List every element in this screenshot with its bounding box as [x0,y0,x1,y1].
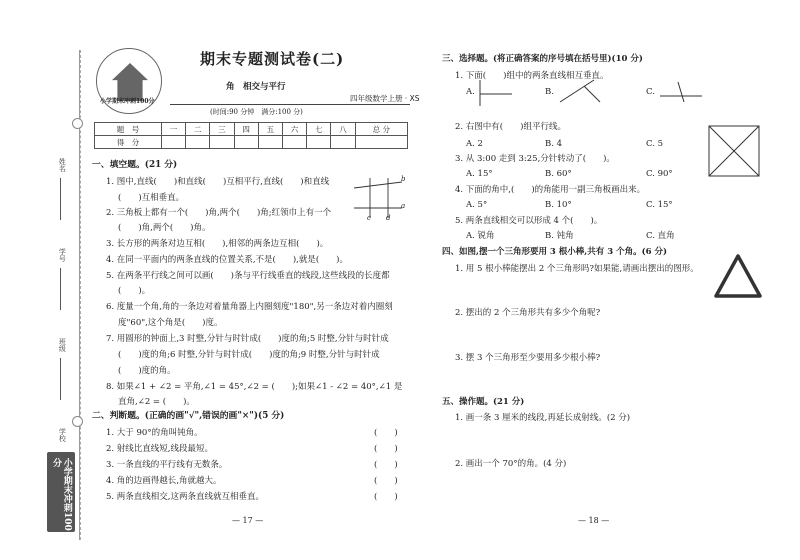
score-cell: 题 号 [95,123,162,136]
name-label: 姓名 [58,158,67,172]
score-cell: 得 分 [95,136,162,149]
page-number-left: — 17 — [232,516,264,525]
s1-q7-line1: 7. 用圆形的钟面上,3 时整,分针与时针成( )度的角;5 时整,分针与时针成 [106,334,389,344]
s3-q4-opt-b[interactable]: B. 10° [545,200,572,210]
score-input-cell[interactable] [210,136,234,149]
score-input-cell[interactable] [161,136,185,149]
brand-badge [47,452,75,532]
s3-q1-opt-c[interactable]: C. [646,87,655,97]
class-field[interactable] [60,358,61,400]
name-field[interactable] [60,178,61,220]
s1-q5-line1: 5. 在两条平行线之间可以画( )条与平行线垂直的线段,这些线段的长度都 [106,271,390,281]
score-cell: 七 [307,123,331,136]
punch-hole [72,118,83,129]
s3-q5-opt-a[interactable]: A. 锐角 [466,231,495,241]
section4-title: 四、如图,摆一个三角形要用 3 根小棒,共有 3 个角。(6 分) [442,247,668,257]
perpendicular-option-b [558,78,602,106]
house-icon [112,63,148,101]
score-cell: 三 [210,123,234,136]
s1-q8-line2: 直角,∠2 = ( )。 [118,397,195,407]
stick-triangle-figure [712,252,764,300]
fig-label-d: d [386,214,391,222]
logo-text: 小学期末冲刺100分 [100,98,155,105]
s3-q2: 2. 右图中有( )组平行线。 [455,122,566,132]
s1-q2-line1: 2. 三角板上都有一个( )角,两个( )角;红领巾上有一个 [106,208,332,218]
s3-q5-opt-c[interactable]: C. 直角 [646,231,675,241]
s5-q1: 1. 画一条 3 厘米的线段,再延长成射线。(2 分) [455,413,631,423]
s3-q5-opt-b[interactable]: B. 钝角 [545,231,574,241]
answer-paren[interactable]: ( ) [374,476,398,486]
score-input-cell[interactable] [331,136,355,149]
s1-q7-line2: ( )度的角;6 时整,分针与时针成( )度的角;9 时整,分针与时针成 [118,350,380,360]
answer-paren[interactable]: ( ) [374,428,398,438]
parallel-lines-figure [352,174,408,222]
score-input-cell[interactable] [282,136,306,149]
s4-q1: 1. 用 5 根小棒能摆出 2 个三角形吗?如果能,请画出摆出的图形。 [455,264,699,274]
punch-hole [72,416,83,427]
s3-q5: 5. 两条直线相交可以形成 4 个( )。 [455,216,603,226]
s3-q1: 1. 下面( )组中的两条直线相互垂直。 [455,71,609,81]
score-table-score-row [95,136,408,149]
s1-q7-line3: ( )度的角。 [118,366,176,376]
brand-badge-label: 小学期末冲刺100分 [51,458,72,531]
answer-paren[interactable]: ( ) [374,444,398,454]
page-title: 期末专题测试卷(二) [200,50,345,68]
s3-q2-opt-a[interactable]: A. 2 [466,139,483,149]
s2-item-4: 4. 角的边画得越长,角就越大。 [106,476,222,486]
score-table-header-row [95,123,408,136]
answer-paren[interactable]: ( ) [374,460,398,470]
time-info: (时间:90 分钟 满分:100 分) [210,108,303,116]
fig-label-b: b [401,175,406,183]
score-input-cell[interactable] [186,136,210,149]
section5-title: 五、操作题。(21 分) [442,397,525,407]
grade-info: 四年级数学上册 · XS [350,94,420,103]
s1-q1-line1: 1. 图中,直线( )和直线( )互相平行,直线( )和直线 [106,177,330,187]
id-label: 学号 [58,248,67,262]
s3-q4-opt-c[interactable]: C. 15° [646,200,673,210]
score-input-cell[interactable] [307,136,331,149]
score-input-cell[interactable] [234,136,258,149]
s3-q3: 3. 从 3:00 走到 3:25,分针转动了( )。 [455,154,615,164]
section1-title: 一、填空题。(21 分) [92,160,178,170]
score-cell: 四 [234,123,258,136]
page-subtitle: 角 相交与平行 [226,82,286,92]
header-rule [170,104,410,105]
s4-q3: 3. 摆 3 个三角形至少要用多少根小棒? [455,353,601,363]
fig-label-a: a [401,202,406,210]
s1-q5-line2: ( )。 [118,286,151,296]
score-cell: 五 [258,123,282,136]
s1-q3: 3. 长方形的两条对边互相( ),相邻的两条边互相( )。 [106,239,329,249]
perpendicular-option-c [658,82,704,104]
score-table [94,122,408,149]
s1-q2-line2: ( )角,两个( )角。 [118,223,211,233]
square-with-diagonals-figure [708,125,760,177]
s1-q4: 4. 在同一平面内的两条直线的位置关系,不是( ),就是( )。 [106,255,348,265]
score-cell: 六 [282,123,306,136]
perpendicular-option-a [478,80,514,108]
s3-q4: 4. 下面的角中,( )的角能用一副三角板画出来。 [455,185,646,195]
id-field[interactable] [60,268,61,310]
s3-q3-opt-a[interactable]: A. 15° [466,169,493,179]
section3-title: 三、选择题。(将正确答案的序号填在括号里)(10 分) [442,54,643,64]
s2-item-3: 3. 一条直线的平行线有无数条。 [106,460,228,470]
section2-title: 二、判断题。(正确的画"√",错误的画"×")(5 分) [92,411,285,421]
s3-q3-opt-b[interactable]: B. 60° [545,169,572,179]
s3-q1-opt-a[interactable]: A. [466,87,475,97]
s4-q2: 2. 摆出的 2 个三角形共有多少个角呢? [455,308,601,318]
s1-q1-line2: ( )互相垂直。 [118,193,185,203]
s3-q2-opt-c[interactable]: C. 5 [646,139,664,149]
s2-item-2: 2. 射线比直线短,线段最短。 [106,444,214,454]
score-input-cell[interactable] [258,136,282,149]
s3-q3-opt-c[interactable]: C. 90° [646,169,673,179]
fig-label-c: c [367,214,371,222]
score-cell: 总 分 [355,123,407,136]
s3-q1-opt-b[interactable]: B. [545,87,554,97]
s3-q2-opt-b[interactable]: B. 4 [545,139,563,149]
score-cell: 二 [186,123,210,136]
s2-item-1: 1. 大于 90°的角叫钝角。 [106,428,203,438]
s5-q2: 2. 画出一个 70°的角。(4 分) [455,459,567,469]
school-label: 学校 [58,428,67,442]
s1-q8-line1: 8. 如果∠1 + ∠2 = 平角,∠1 = 45°,∠2 = ( );如果∠1 - ∠2 = 40°,∠1 是 [106,382,403,392]
s3-q4-opt-a[interactable]: A. 5° [466,200,488,210]
s1-q6-line1: 6. 度量一个角,角的一条边对着量角器上内圈刻度"180",另一条边对着内圈刻 [106,302,393,312]
s2-item-5: 5. 两条直线相交,这两条直线就互相垂直。 [106,492,265,502]
score-cell: 一 [161,123,185,136]
answer-paren[interactable]: ( ) [374,492,398,502]
page-number-right: — 18 — [578,516,610,525]
class-label: 班级 [58,338,67,352]
score-cell: 八 [331,123,355,136]
s1-q6-line2: 度"60",这个角是( )度。 [118,318,223,328]
score-input-cell[interactable] [355,136,407,149]
